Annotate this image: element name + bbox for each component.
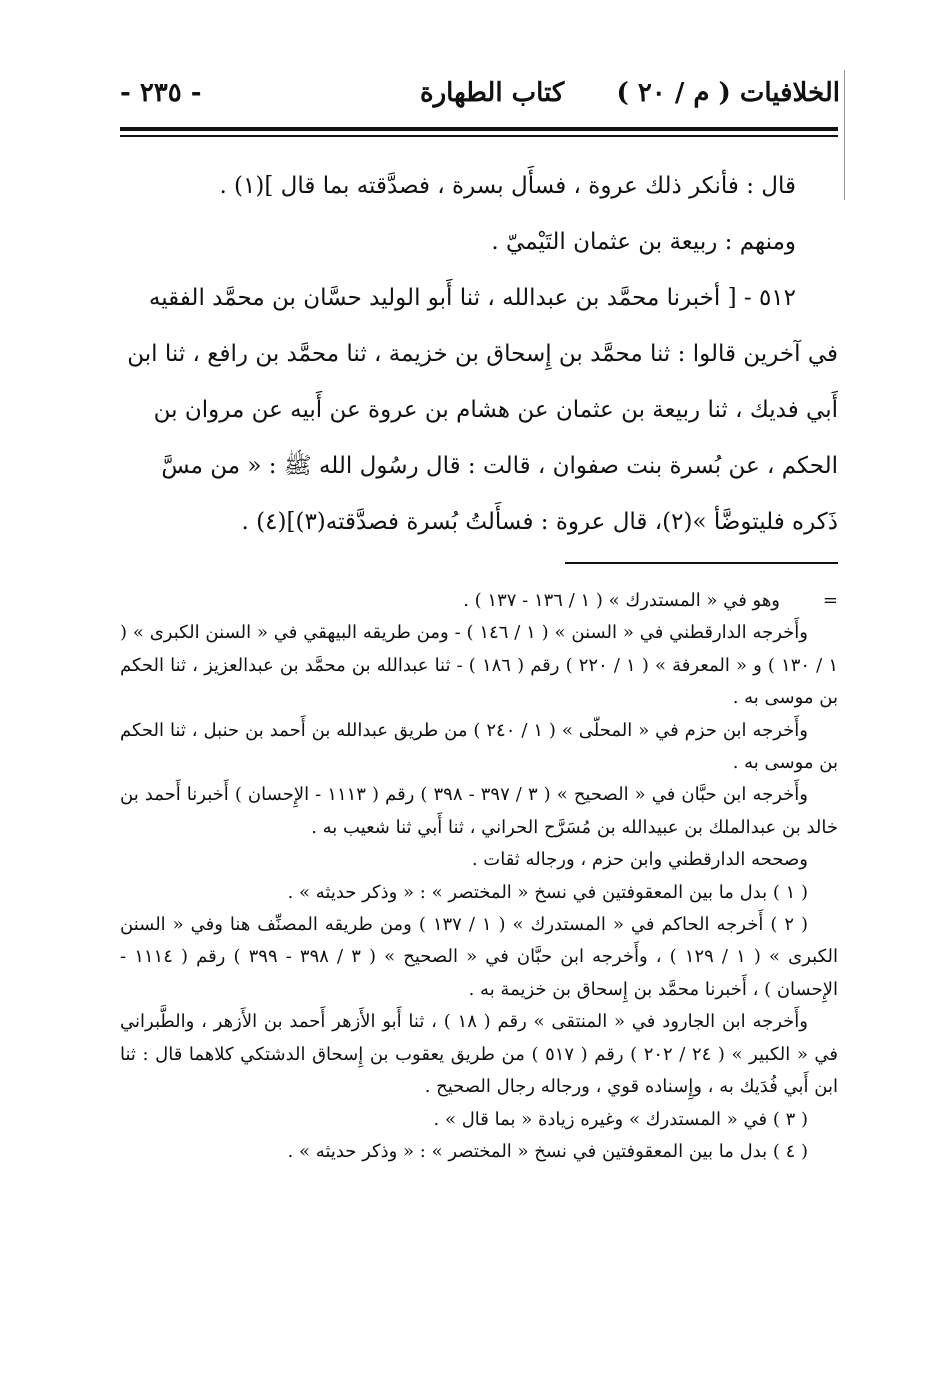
footnote-paragraph: وأَخرجه ابن الجارود في « المنتقى » رقم ( ١٨ ) ، ثنا أَبو الأَزهر أَحمد بن الأَزهر ، والطَّبراني في « الكبير » ( ٢٤ / ٢٠٢ ) رقم ( ٥١٧ ) من طريق يعقوب بن إِسحاق الدشتكي كلاهما قال : ثنا ابن أَبي فُدَيك به ، وإِسناده قوي ، ورجاله رجال الصحيح . bbox=[120, 1011, 839, 1098]
section-label: الخلافيات ( م / ٢٠ ) bbox=[616, 78, 840, 108]
main-paragraph-3: ٥١٢ - [ أخبرنا محمَّد بن عبدالله ، ثنا أَبو الوليد حسَّان بن محمَّد الفقيه في آخرين قالوا : ثنا محمَّد بن إِسحاق بن خزيمة ، ثنا محمَّد بن رافع ، ثنا ابن أَبي فديك ، ثنا ربيعة بن عثمان عن هشام بن عروة عن أَبيه عن مروان بن الحكم ، عن بُسرة بنت صفوان ، قالت : قال رسُول الله ﷺ : « من مسَّ ذَكره فليتوضَّأ »(٢)، قال عروة : فسأَلتُ بُسرة فصدَّقته(٣)](٤) . bbox=[127, 285, 838, 535]
footnote-2: ( ٢ ) أَخرجه الحاكم في « المستدرك » ( ١ / ١٣٧ ) ومن طريقه المصنِّف هنا وفي « السنن الكبرى » ( ١ / ١٢٩ ) ، وأَخرجه ابن حبَّان في « الصحيح » ( ٣ / ٣٩٨ - ٣٩٩ ) رقم ( ١١١٤ - الإِحسان ) ، أَخبرنا محمَّد بن إِسحاق بن خزيمة به . bbox=[120, 914, 838, 1000]
footnote-paragraph: وأَخرجه الدارقطني في « السنن » ( ١ / ١٤٦ ) - ومن طريقه البيهقي في « السنن الكبرى » ( ١ / ١٣٠ ) و « المعرفة » ( ١ / ٢٢٠ ) رقم ( ١٨٦ ) - ثنا عبدالله بن محمَّد بن عبدالعزيز ، ثنا الحكم بن موسى به . bbox=[120, 622, 839, 709]
main-paragraph-1: قال : فأنكر ذلك عروة ، فسأَل بسرة ، فصدَّقته بما قال ](١) . bbox=[219, 173, 796, 199]
header-rule-thick bbox=[120, 127, 838, 131]
footnote-paragraph: وأَخرجه ابن حبَّان في « الصحيح » ( ٣ / ٣٩٧ - ٣٩٨ ) رقم ( ١١١٣ - الإِحسان ) أَخبرنا أَحمد بن خالد بن عبدالملك بن عبيدالله بن مُسَرَّح الحراني ، ثنا أَبي ثنا شعيب به . bbox=[120, 784, 838, 838]
running-header bbox=[120, 78, 840, 118]
footnote-4: ( ٤ ) بدل ما بين المعقوفتين في نسخ « المختصر » : « وذكر حديثه » . bbox=[287, 1140, 808, 1162]
footnote-separator bbox=[565, 562, 838, 564]
book-title: كتاب الطهارة bbox=[420, 78, 565, 108]
footnote-paragraph: وصححه الدارقطني وابن حزم ، ورجاله ثقات . bbox=[471, 849, 808, 871]
footnotes bbox=[120, 585, 838, 1168]
footnote-1: ( ١ ) بدل ما بين المعقوفتين في نسخ « المختصر » : « وذكر حديثه » . bbox=[287, 881, 808, 903]
footnote-text: وهو في « المستدرك » ( ١ / ١٣٦ - ١٣٧ ) . bbox=[463, 590, 780, 611]
footnote-continuation bbox=[120, 585, 838, 617]
footnote-paragraph: وأَخرجه ابن حزم في « المحلّى » ( ١ / ٢٤٠ ) من طريق عبدالله بن أَحمد بن حنبل ، ثنا الحكم بن موسى به . bbox=[120, 719, 838, 774]
binding-edge-line bbox=[844, 70, 845, 200]
footnote-3: ( ٣ ) في « المستدرك » وغيره زيادة « بما قال » . bbox=[433, 1108, 808, 1130]
page-number: - ٢٣٥ - bbox=[120, 78, 202, 108]
header-rule-thin bbox=[120, 135, 838, 137]
main-text bbox=[120, 158, 838, 550]
main-paragraph-2: ومنهم : ربيعة بن عثمان التَيْميّ . bbox=[491, 229, 796, 255]
continuation-marker: = bbox=[822, 590, 838, 611]
